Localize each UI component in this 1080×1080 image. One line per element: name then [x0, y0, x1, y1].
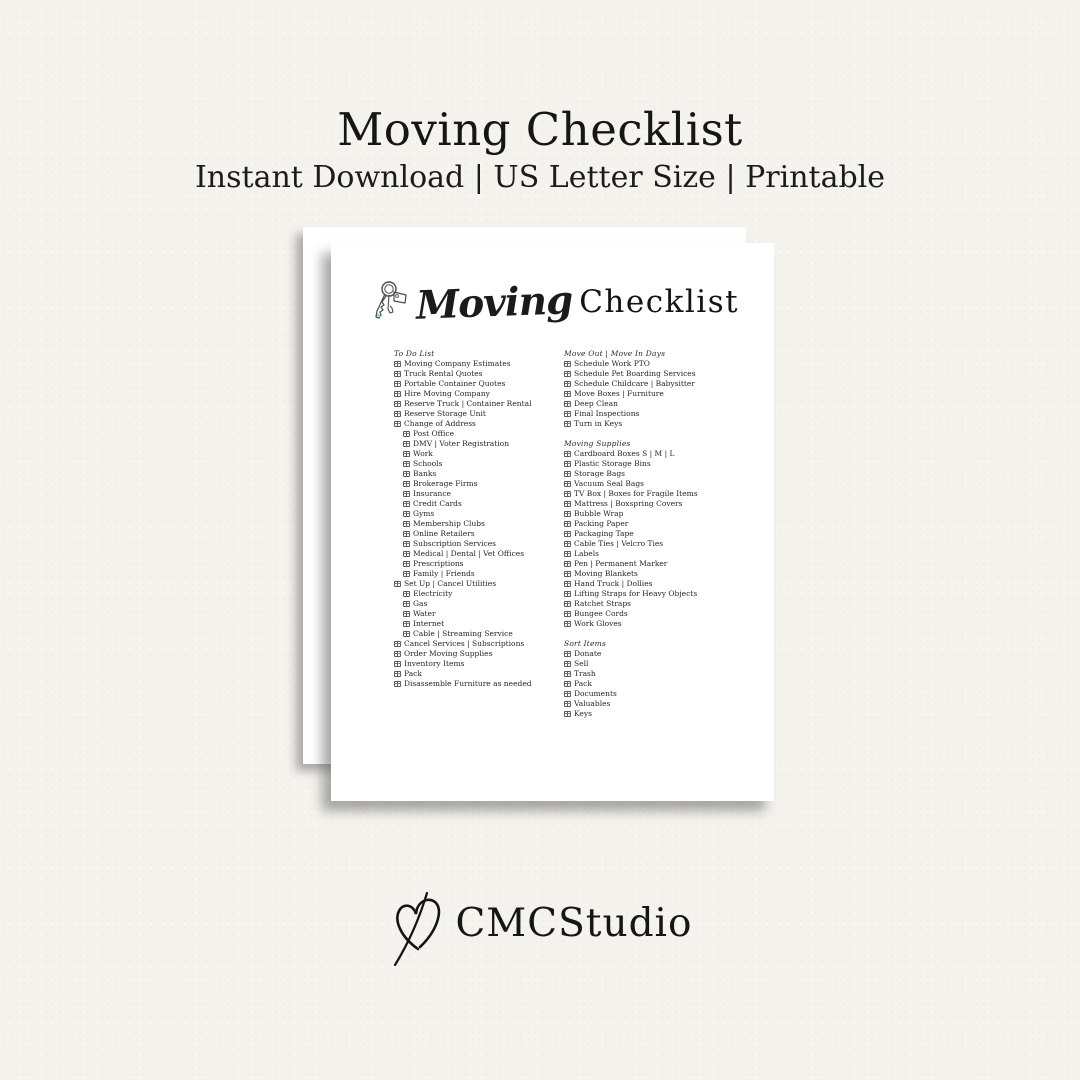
- box-checkbox-icon: [394, 671, 401, 677]
- box-checkbox-icon: [394, 381, 401, 387]
- checklist-item-label: Move Boxes | Furniture: [574, 389, 664, 398]
- checklist-item-label: Vacuum Seal Bags: [574, 479, 645, 488]
- checklist-item: [394, 419, 562, 429]
- checklist-item: [394, 469, 562, 479]
- box-checkbox-icon: [394, 681, 401, 687]
- checklist-item: [394, 509, 562, 519]
- checklist-item-label: Post Office: [413, 429, 455, 438]
- box-checkbox-icon: [564, 621, 571, 627]
- box-checkbox-icon: [564, 701, 571, 707]
- section-heading: Moving Supplies: [564, 439, 631, 448]
- checklist-item: [394, 549, 562, 559]
- checklist-item: [394, 449, 562, 459]
- checklist-item-label: Schedule Pet Boarding Services: [574, 369, 696, 378]
- checklist-item-label: Keys: [574, 709, 592, 718]
- box-checkbox-icon: [564, 381, 571, 387]
- checklist-item-label: Packing Paper: [574, 519, 629, 528]
- checklist-item: [564, 709, 744, 719]
- checklist-section: [394, 349, 562, 689]
- checklist-item: [564, 379, 744, 389]
- checklist-item: [564, 419, 744, 429]
- box-checkbox-icon: [564, 541, 571, 547]
- box-checkbox-icon: [564, 611, 571, 617]
- checklist-item-label: Hand Truck | Dollies: [574, 579, 653, 588]
- checklist-item-label: Labels: [574, 549, 599, 558]
- checklist-item: [394, 599, 562, 609]
- checklist-item: [394, 659, 562, 669]
- checklist-item: [394, 459, 562, 469]
- checklist-item-label: Cable | Streaming Service: [413, 629, 513, 638]
- checklist-item-label: Order Moving Supplies: [404, 649, 493, 658]
- checklist-item-label: Sell: [574, 659, 589, 668]
- box-checkbox-icon: [564, 461, 571, 467]
- box-checkbox-icon: [403, 441, 410, 447]
- checklist-item: [394, 679, 562, 689]
- checklist-column-left: [394, 349, 562, 699]
- checklist-item: [394, 439, 562, 449]
- checklist-item-label: Turn in Keys: [574, 419, 623, 428]
- checklist-section: [564, 439, 744, 629]
- box-checkbox-icon: [403, 621, 410, 627]
- box-checkbox-icon: [403, 571, 410, 577]
- box-checkbox-icon: [403, 591, 410, 597]
- box-checkbox-icon: [394, 641, 401, 647]
- box-checkbox-icon: [564, 571, 571, 577]
- box-checkbox-icon: [394, 401, 401, 407]
- section-heading: Move Out | Move In Days: [564, 349, 666, 358]
- checklist-item-label: Credit Cards: [413, 499, 462, 508]
- checklist-item-label: Cardboard Boxes S | M | L: [574, 449, 675, 458]
- box-checkbox-icon: [394, 651, 401, 657]
- checklist-item: [394, 519, 562, 529]
- checklist-item-label: Brokerage Firms: [413, 479, 478, 488]
- checklist-item-label: Bubble Wrap: [574, 509, 624, 518]
- checklist-item: [564, 619, 744, 629]
- checklist-item-label: Set Up | Cancel Utilities: [404, 579, 497, 588]
- checklist-item: [394, 559, 562, 569]
- checklist-item-label: Work Gloves: [574, 619, 622, 628]
- box-checkbox-icon: [564, 361, 571, 367]
- doc-title-script: Moving: [415, 277, 573, 329]
- checklist-item-label: Medical | Dental | Vet Offices: [413, 549, 525, 558]
- checklist-item-label: Packaging Tape: [574, 529, 634, 538]
- box-checkbox-icon: [564, 591, 571, 597]
- box-checkbox-icon: [564, 491, 571, 497]
- box-checkbox-icon: [564, 411, 571, 417]
- checklist-item: [564, 539, 744, 549]
- checklist-item-label: Work: [413, 449, 433, 458]
- checklist-item-label: Donate: [574, 649, 602, 658]
- checklist-item: [394, 619, 562, 629]
- box-checkbox-icon: [394, 391, 401, 397]
- box-checkbox-icon: [403, 531, 410, 537]
- checklist-item-label: Lifting Straps for Heavy Objects: [574, 589, 698, 598]
- box-checkbox-icon: [564, 651, 571, 657]
- checklist-item-label: Ratchet Straps: [574, 599, 632, 608]
- checklist-item-label: Water: [413, 609, 436, 618]
- checklist-item: [564, 569, 744, 579]
- box-checkbox-icon: [564, 551, 571, 557]
- checklist-item-label: Insurance: [413, 489, 451, 498]
- checklist-item: [564, 559, 744, 569]
- checklist-item-label: Plastic Storage Bins: [574, 459, 651, 468]
- checklist-item: [394, 649, 562, 659]
- checklist-item: [394, 489, 562, 499]
- branding: [0, 878, 1080, 968]
- checklist-item-label: Schools: [413, 459, 443, 468]
- checklist-item-label: Change of Address: [404, 419, 476, 428]
- box-checkbox-icon: [564, 581, 571, 587]
- checklist-item-label: Internet: [413, 619, 445, 628]
- page-title: Moving Checklist: [337, 103, 743, 156]
- keys-icon: [366, 279, 412, 325]
- box-checkbox-icon: [394, 371, 401, 377]
- checklist-item-label: TV Box | Boxes for Fragile Items: [574, 489, 698, 498]
- checklist-item: [394, 409, 562, 419]
- box-checkbox-icon: [564, 501, 571, 507]
- box-checkbox-icon: [564, 601, 571, 607]
- checklist-item: [564, 699, 744, 709]
- checklist-item: [564, 589, 744, 599]
- checklist-item: [394, 609, 562, 619]
- section-heading: Sort Items: [564, 639, 607, 648]
- checklist-item-label: Truck Rental Quotes: [404, 369, 483, 378]
- box-checkbox-icon: [403, 461, 410, 467]
- box-checkbox-icon: [564, 471, 571, 477]
- box-checkbox-icon: [403, 521, 410, 527]
- checklist-item-label: Documents: [574, 689, 617, 698]
- checklist-item-label: Banks: [413, 469, 437, 478]
- checklist-section: [564, 639, 744, 719]
- paper-sheet-front: [331, 243, 774, 801]
- box-checkbox-icon: [403, 541, 410, 547]
- checklist-item: [394, 639, 562, 649]
- box-checkbox-icon: [403, 471, 410, 477]
- checklist-item-label: Pack: [574, 679, 592, 688]
- checklist-item: [564, 669, 744, 679]
- checklist-item: [564, 489, 744, 499]
- checklist-item-label: Schedule Work PTO: [574, 359, 650, 368]
- checklist-item-label: Gyms: [413, 509, 435, 518]
- box-checkbox-icon: [564, 681, 571, 687]
- section-heading: To Do List: [394, 349, 435, 358]
- heart-icon: [387, 887, 449, 971]
- checklist-item: [564, 659, 744, 669]
- box-checkbox-icon: [564, 451, 571, 457]
- checklist-item-label: Storage Bags: [574, 469, 625, 478]
- checklist-item: [564, 599, 744, 609]
- box-checkbox-icon: [564, 371, 571, 377]
- checklist-item-label: Mattress | Boxspring Covers: [574, 499, 683, 508]
- checklist-item: [564, 499, 744, 509]
- page-subtitle: Instant Download | US Letter Size | Printable: [194, 160, 886, 195]
- checklist-item: [564, 389, 744, 399]
- box-checkbox-icon: [403, 501, 410, 507]
- checklist-item-label: Disassemble Furniture as needed: [404, 679, 532, 688]
- checklist-item: [564, 689, 744, 699]
- checklist-item-label: Reserve Storage Unit: [404, 409, 486, 418]
- checklist-item: [394, 669, 562, 679]
- checklist-item: [564, 409, 744, 419]
- checklist-item-label: Reserve Truck | Container Rental: [404, 399, 532, 408]
- box-checkbox-icon: [564, 661, 571, 667]
- checklist-item: [394, 399, 562, 409]
- checklist-item: [394, 379, 562, 389]
- box-checkbox-icon: [403, 491, 410, 497]
- box-checkbox-icon: [403, 601, 410, 607]
- checklist-item-label: Moving Blankets: [574, 569, 638, 578]
- checklist-item: [564, 359, 744, 369]
- box-checkbox-icon: [564, 671, 571, 677]
- checklist-item: [564, 679, 744, 689]
- checklist-item: [394, 529, 562, 539]
- checklist-item-label: Electricity: [413, 589, 453, 598]
- box-checkbox-icon: [564, 561, 571, 567]
- checklist-item: [394, 569, 562, 579]
- checklist-item-label: Hire Moving Company: [404, 389, 490, 398]
- checklist-item: [394, 479, 562, 489]
- checklist-item: [394, 629, 562, 639]
- checklist-item-label: Online Retailers: [413, 529, 475, 538]
- checklist-item: [394, 389, 562, 399]
- checklist-item-label: Final Inspections: [574, 409, 640, 418]
- checklist-item-label: Portable Container Quotes: [404, 379, 506, 388]
- checklist-item: [394, 579, 562, 589]
- box-checkbox-icon: [564, 711, 571, 717]
- checklist-item: [564, 399, 744, 409]
- checklist-item: [394, 499, 562, 509]
- checklist-item-label: Cancel Services | Subscriptions: [404, 639, 525, 648]
- checklist-item-label: Valuables: [574, 699, 611, 708]
- checklist-item: [564, 549, 744, 559]
- checklist-item-label: Membership Clubs: [413, 519, 485, 528]
- box-checkbox-icon: [403, 631, 410, 637]
- box-checkbox-icon: [394, 361, 401, 367]
- checklist-item: [564, 609, 744, 619]
- checklist-item-label: Moving Company Estimates: [404, 359, 511, 368]
- checklist-item: [564, 459, 744, 469]
- box-checkbox-icon: [403, 611, 410, 617]
- checklist-item-label: Gas: [413, 599, 428, 608]
- checklist-item-label: DMV | Voter Registration: [413, 439, 510, 448]
- checklist-item: [394, 539, 562, 549]
- box-checkbox-icon: [564, 481, 571, 487]
- checklist-item: [564, 369, 744, 379]
- box-checkbox-icon: [403, 481, 410, 487]
- box-checkbox-icon: [564, 691, 571, 697]
- checklist-item: [564, 469, 744, 479]
- checklist-item: [394, 359, 562, 369]
- checklist-item-label: Inventory Items: [404, 659, 465, 668]
- checklist-item: [564, 519, 744, 529]
- box-checkbox-icon: [403, 551, 410, 557]
- box-checkbox-icon: [564, 391, 571, 397]
- box-checkbox-icon: [564, 421, 571, 427]
- box-checkbox-icon: [564, 401, 571, 407]
- box-checkbox-icon: [394, 661, 401, 667]
- checklist-item-label: Prescriptions: [413, 559, 464, 568]
- checklist-item: [564, 649, 744, 659]
- checklist-item-label: Subscription Services: [413, 539, 497, 548]
- box-checkbox-icon: [394, 581, 401, 587]
- checklist-item-label: Pack: [404, 669, 422, 678]
- checklist-column-right: [564, 349, 744, 729]
- checklist-item-label: Bungee Cords: [574, 609, 628, 618]
- box-checkbox-icon: [564, 511, 571, 517]
- checklist-item: [564, 449, 744, 459]
- checklist-item: [394, 589, 562, 599]
- checklist-item: [564, 479, 744, 489]
- doc-title-serif: Checklist: [579, 284, 740, 320]
- box-checkbox-icon: [403, 561, 410, 567]
- checklist-item: [564, 509, 744, 519]
- checklist-item-label: Schedule Childcare | Babysitter: [574, 379, 695, 388]
- checklist-item-label: Trash: [574, 669, 596, 678]
- box-checkbox-icon: [403, 431, 410, 437]
- checklist-item: [564, 529, 744, 539]
- box-checkbox-icon: [564, 531, 571, 537]
- box-checkbox-icon: [403, 511, 410, 517]
- checklist-item-label: Pen | Permanent Marker: [574, 559, 668, 568]
- box-checkbox-icon: [564, 521, 571, 527]
- checklist-item-label: Family | Friends: [413, 569, 475, 578]
- checklist-section: [564, 349, 744, 429]
- box-checkbox-icon: [394, 411, 401, 417]
- document-header: [331, 265, 774, 335]
- checklist-item: [394, 429, 562, 439]
- box-checkbox-icon: [394, 421, 401, 427]
- box-checkbox-icon: [403, 451, 410, 457]
- checklist-item-label: Cable Ties | Velcro Ties: [574, 539, 664, 548]
- checklist-item: [394, 369, 562, 379]
- checklist-item: [564, 579, 744, 589]
- checklist-item-label: Deep Clean: [574, 399, 618, 408]
- brand-name: CMCStudio: [455, 900, 693, 946]
